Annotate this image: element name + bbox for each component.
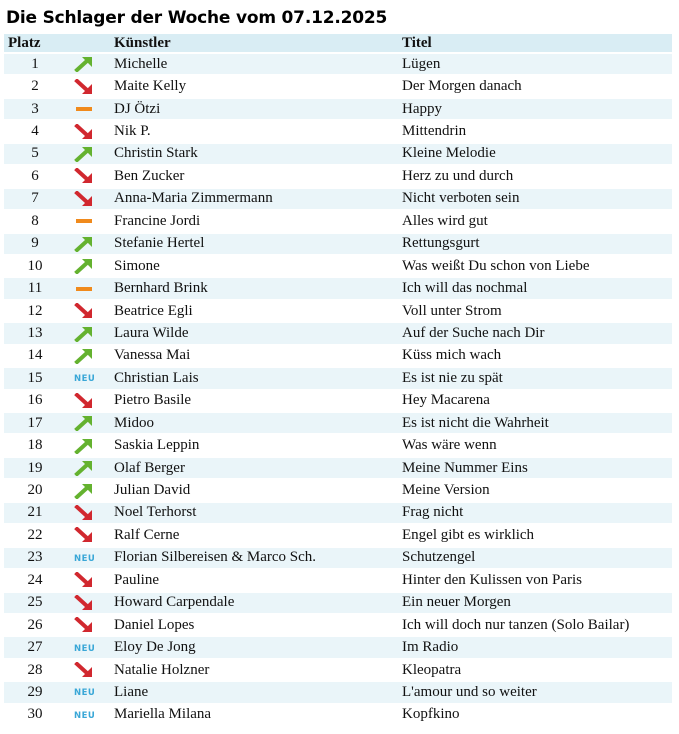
column-header-artist: Künstler xyxy=(114,34,402,52)
table-row xyxy=(4,346,672,366)
new-entry-badge: NEU xyxy=(74,553,96,564)
down-arrow-icon xyxy=(74,572,96,588)
song-title-cell: Rettungsgurt xyxy=(402,234,672,254)
trend-cell xyxy=(74,570,114,590)
up-arrow-icon xyxy=(74,483,96,499)
artist-cell: Christin Stark xyxy=(114,144,402,164)
rank-cell: 11 xyxy=(4,278,74,298)
song-title-cell: Was weißt Du schon von Liebe xyxy=(402,256,672,276)
table-row xyxy=(4,166,672,186)
artist-cell: Ben Zucker xyxy=(114,166,402,186)
artist-cell: Christian Lais xyxy=(114,368,402,388)
column-header-rank: Platz xyxy=(4,34,74,52)
chart-body xyxy=(4,54,672,725)
table-row xyxy=(4,570,672,590)
rank-cell: 13 xyxy=(4,323,74,343)
table-row xyxy=(4,99,672,119)
down-arrow-icon xyxy=(74,168,96,184)
table-row xyxy=(4,503,672,523)
up-arrow-icon xyxy=(74,326,96,342)
trend-cell xyxy=(74,144,114,164)
rank-cell: 18 xyxy=(4,435,74,455)
artist-cell: Olaf Berger xyxy=(114,458,402,478)
rank-cell: 21 xyxy=(4,503,74,523)
up-arrow-icon xyxy=(74,438,96,454)
down-arrow-icon xyxy=(74,124,96,140)
down-arrow-icon xyxy=(74,79,96,95)
trend-cell xyxy=(74,525,114,545)
song-title-cell: L'amour und so weiter xyxy=(402,682,672,702)
artist-cell: Anna-Maria Zimmermann xyxy=(114,189,402,209)
new-entry-badge: NEU xyxy=(74,688,96,699)
artist-cell: Simone xyxy=(114,256,402,276)
trend-cell xyxy=(74,166,114,186)
trend-cell xyxy=(74,548,114,568)
rank-cell: 22 xyxy=(4,525,74,545)
table-row xyxy=(4,301,672,321)
down-arrow-icon xyxy=(74,191,96,207)
trend-cell xyxy=(74,301,114,321)
new-entry-badge: NEU xyxy=(74,374,96,385)
table-row xyxy=(4,480,672,500)
song-title-cell: Mittendrin xyxy=(402,121,672,141)
table-row xyxy=(4,54,672,74)
song-title-cell: Küss mich wach xyxy=(402,346,672,366)
artist-cell: Nik P. xyxy=(114,121,402,141)
table-row xyxy=(4,458,672,478)
rank-cell: 16 xyxy=(4,391,74,411)
down-arrow-icon xyxy=(74,617,96,633)
song-title-cell: Lügen xyxy=(402,54,672,74)
down-arrow-icon xyxy=(74,505,96,521)
trend-cell xyxy=(74,99,114,119)
song-title-cell: Kleine Melodie xyxy=(402,144,672,164)
rank-cell: 24 xyxy=(4,570,74,590)
artist-cell: Daniel Lopes xyxy=(114,615,402,635)
rank-cell: 8 xyxy=(4,211,74,231)
chart-table xyxy=(4,32,672,727)
table-header-row xyxy=(4,34,672,52)
trend-cell xyxy=(74,346,114,366)
rank-cell: 17 xyxy=(4,413,74,433)
trend-cell xyxy=(74,234,114,254)
table-row xyxy=(4,189,672,209)
song-title-cell: Ich will das nochmal xyxy=(402,278,672,298)
artist-cell: Ralf Cerne xyxy=(114,525,402,545)
trend-cell xyxy=(74,660,114,680)
artist-cell: Maite Kelly xyxy=(114,76,402,96)
song-title-cell: Meine Version xyxy=(402,480,672,500)
table-row xyxy=(4,278,672,298)
up-arrow-icon xyxy=(74,236,96,252)
down-arrow-icon xyxy=(74,393,96,409)
song-title-cell: Schutzengel xyxy=(402,548,672,568)
up-arrow-icon xyxy=(74,415,96,431)
rank-cell: 28 xyxy=(4,660,74,680)
column-header-trend xyxy=(74,34,114,52)
trend-cell xyxy=(74,323,114,343)
unchanged-dash-icon xyxy=(74,213,96,229)
page-title: Die Schlager der Woche vom 07.12.2025 xyxy=(6,8,388,28)
rank-cell: 23 xyxy=(4,548,74,568)
rank-cell: 19 xyxy=(4,458,74,478)
table-row xyxy=(4,660,672,680)
table-row xyxy=(4,211,672,231)
rank-cell: 20 xyxy=(4,480,74,500)
rank-cell: 4 xyxy=(4,121,74,141)
table-row xyxy=(4,413,672,433)
up-arrow-icon xyxy=(74,56,96,72)
trend-cell xyxy=(74,76,114,96)
trend-cell xyxy=(74,413,114,433)
artist-cell: Pietro Basile xyxy=(114,391,402,411)
song-title-cell: Kleopatra xyxy=(402,660,672,680)
rank-cell: 14 xyxy=(4,346,74,366)
table-row xyxy=(4,593,672,613)
artist-cell: Eloy De Jong xyxy=(114,637,402,657)
unchanged-dash-icon xyxy=(74,281,96,297)
down-arrow-icon xyxy=(74,662,96,678)
table-row xyxy=(4,682,672,702)
artist-cell: Midoo xyxy=(114,413,402,433)
trend-cell xyxy=(74,503,114,523)
song-title-cell: Der Morgen danach xyxy=(402,76,672,96)
table-row xyxy=(4,144,672,164)
song-title-cell: Frag nicht xyxy=(402,503,672,523)
new-entry-badge: NEU xyxy=(74,710,96,721)
song-title-cell: Engel gibt es wirklich xyxy=(402,525,672,545)
rank-cell: 15 xyxy=(4,368,74,388)
rank-cell: 10 xyxy=(4,256,74,276)
artist-cell: Laura Wilde xyxy=(114,323,402,343)
trend-cell xyxy=(74,458,114,478)
down-arrow-icon xyxy=(74,527,96,543)
table-row xyxy=(4,256,672,276)
artist-cell: Saskia Leppin xyxy=(114,435,402,455)
trend-cell xyxy=(74,637,114,657)
song-title-cell: Auf der Suche nach Dir xyxy=(402,323,672,343)
artist-cell: DJ Ötzi xyxy=(114,99,402,119)
rank-cell: 9 xyxy=(4,234,74,254)
artist-cell: Mariella Milana xyxy=(114,705,402,725)
trend-cell xyxy=(74,278,114,298)
trend-cell xyxy=(74,189,114,209)
trend-cell xyxy=(74,615,114,635)
table-row xyxy=(4,548,672,568)
artist-cell: Julian David xyxy=(114,480,402,500)
rank-cell: 27 xyxy=(4,637,74,657)
song-title-cell: Happy xyxy=(402,99,672,119)
rank-cell: 7 xyxy=(4,189,74,209)
rank-cell: 3 xyxy=(4,99,74,119)
down-arrow-icon xyxy=(74,303,96,319)
up-arrow-icon xyxy=(74,460,96,476)
trend-cell xyxy=(74,54,114,74)
song-title-cell: Herz zu und durch xyxy=(402,166,672,186)
trend-cell xyxy=(74,121,114,141)
artist-cell: Vanessa Mai xyxy=(114,346,402,366)
artist-cell: Bernhard Brink xyxy=(114,278,402,298)
table-row xyxy=(4,391,672,411)
rank-cell: 30 xyxy=(4,705,74,725)
table-row xyxy=(4,705,672,725)
song-title-cell: Ein neuer Morgen xyxy=(402,593,672,613)
column-header-title: Titel xyxy=(402,34,672,52)
unchanged-dash-icon xyxy=(74,101,96,117)
song-title-cell: Ich will doch nur tanzen (Solo Bailar) xyxy=(402,615,672,635)
artist-cell: Pauline xyxy=(114,570,402,590)
table-row xyxy=(4,121,672,141)
up-arrow-icon xyxy=(74,258,96,274)
trend-cell xyxy=(74,480,114,500)
down-arrow-icon xyxy=(74,595,96,611)
artist-cell: Beatrice Egli xyxy=(114,301,402,321)
trend-cell xyxy=(74,682,114,702)
artist-cell: Michelle xyxy=(114,54,402,74)
trend-cell xyxy=(74,705,114,725)
table-row xyxy=(4,637,672,657)
song-title-cell: Meine Nummer Eins xyxy=(402,458,672,478)
trend-cell xyxy=(74,391,114,411)
table-row xyxy=(4,615,672,635)
rank-cell: 2 xyxy=(4,76,74,96)
new-entry-badge: NEU xyxy=(74,643,96,654)
table-row xyxy=(4,435,672,455)
artist-cell: Noel Terhorst xyxy=(114,503,402,523)
up-arrow-icon xyxy=(74,146,96,162)
rank-cell: 1 xyxy=(4,54,74,74)
trend-cell xyxy=(74,256,114,276)
song-title-cell: Hinter den Kulissen von Paris xyxy=(402,570,672,590)
song-title-cell: Voll unter Strom xyxy=(402,301,672,321)
trend-cell xyxy=(74,368,114,388)
song-title-cell: Alles wird gut xyxy=(402,211,672,231)
table-row xyxy=(4,368,672,388)
song-title-cell: Es ist nicht die Wahrheit xyxy=(402,413,672,433)
song-title-cell: Es ist nie zu spät xyxy=(402,368,672,388)
up-arrow-icon xyxy=(74,348,96,364)
rank-cell: 5 xyxy=(4,144,74,164)
song-title-cell: Im Radio xyxy=(402,637,672,657)
rank-cell: 12 xyxy=(4,301,74,321)
artist-cell: Francine Jordi xyxy=(114,211,402,231)
artist-cell: Howard Carpendale xyxy=(114,593,402,613)
table-row xyxy=(4,234,672,254)
trend-cell xyxy=(74,435,114,455)
trend-cell xyxy=(74,211,114,231)
song-title-cell: Nicht verboten sein xyxy=(402,189,672,209)
artist-cell: Florian Silbereisen & Marco Sch. xyxy=(114,548,402,568)
artist-cell: Stefanie Hertel xyxy=(114,234,402,254)
artist-cell: Natalie Holzner xyxy=(114,660,402,680)
rank-cell: 29 xyxy=(4,682,74,702)
song-title-cell: Was wäre wenn xyxy=(402,435,672,455)
rank-cell: 25 xyxy=(4,593,74,613)
trend-cell xyxy=(74,593,114,613)
rank-cell: 26 xyxy=(4,615,74,635)
table-row xyxy=(4,76,672,96)
artist-cell: Liane xyxy=(114,682,402,702)
rank-cell: 6 xyxy=(4,166,74,186)
song-title-cell: Hey Macarena xyxy=(402,391,672,411)
table-row xyxy=(4,525,672,545)
table-row xyxy=(4,323,672,343)
song-title-cell: Kopfkino xyxy=(402,705,672,725)
